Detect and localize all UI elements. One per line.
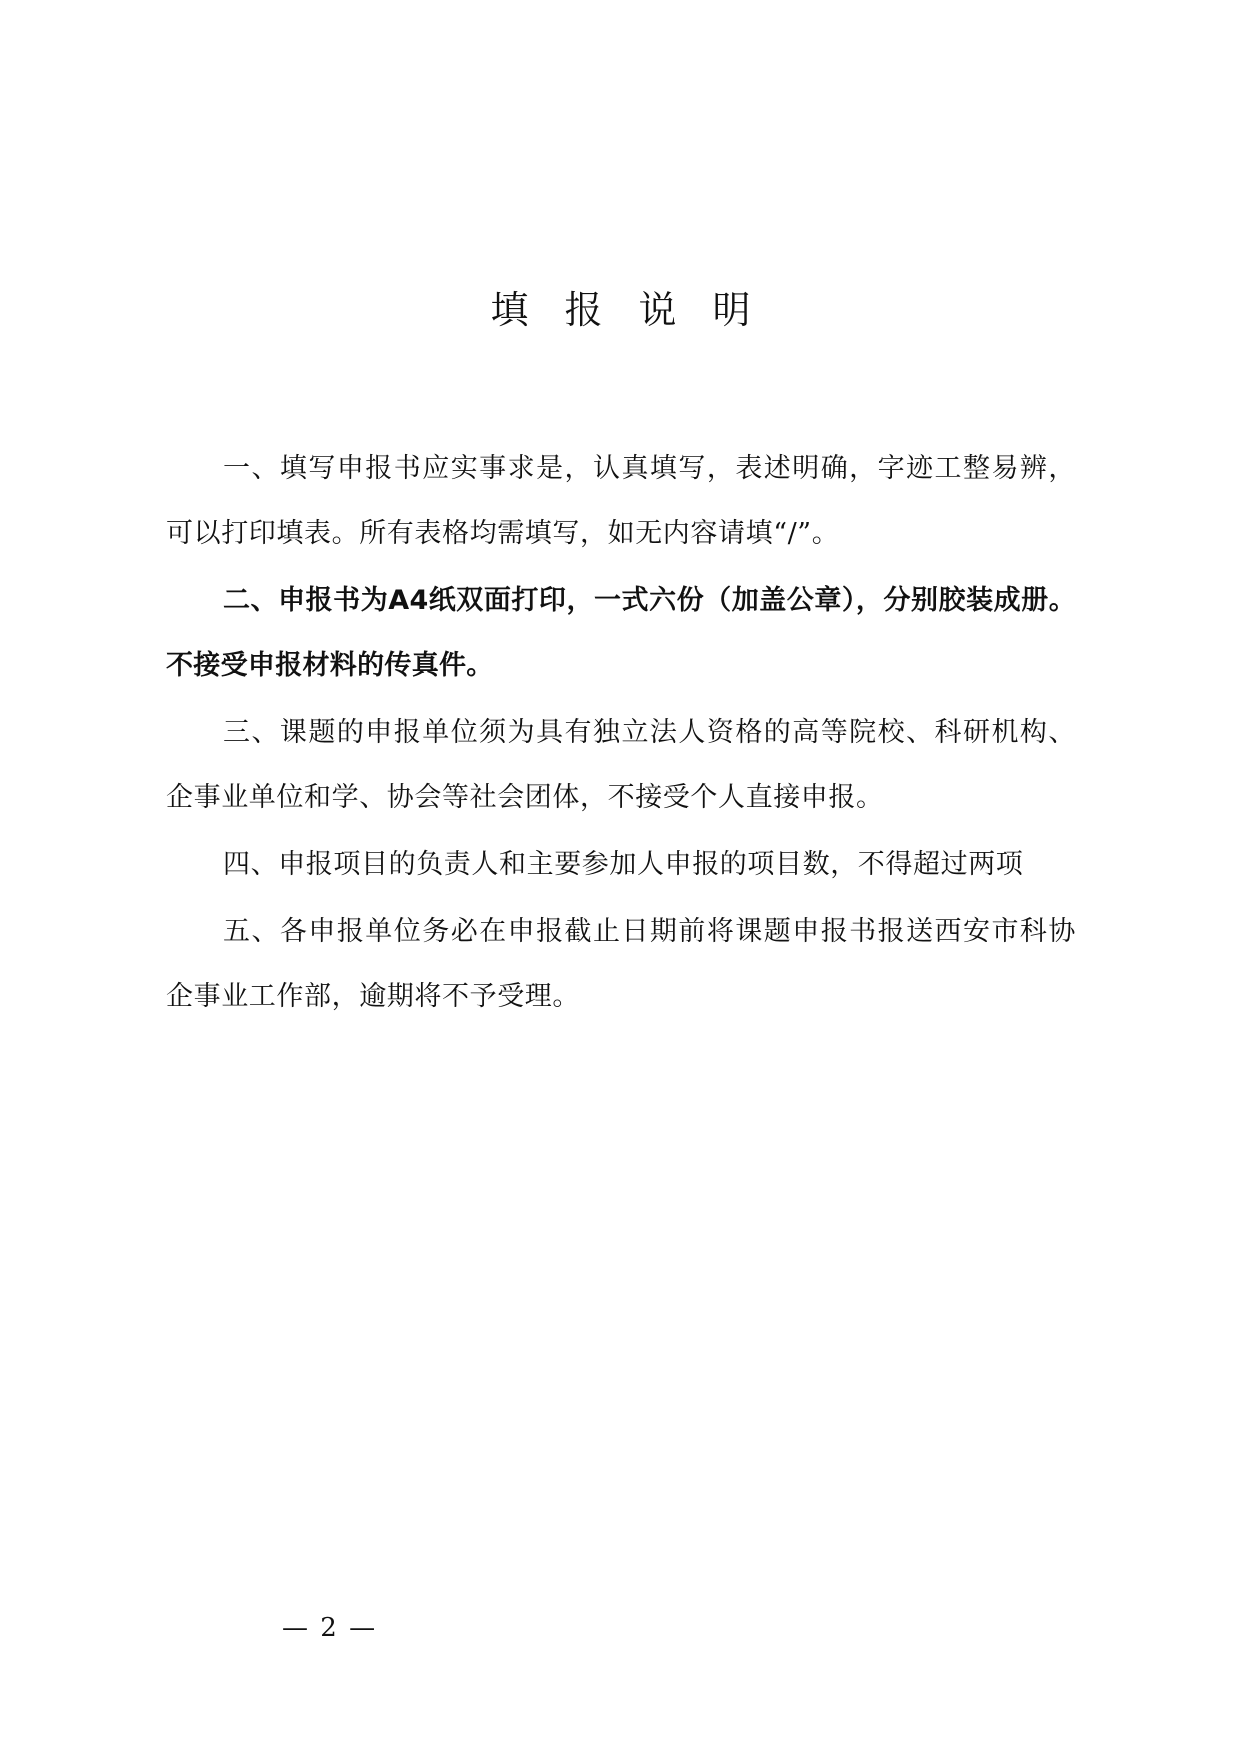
- instruction-paragraph-2: 二、申报书为A4纸双面打印，一式六份（加盖公章），分别胶装成册。不接受申报材料的传真件。: [166, 585, 1076, 681]
- instruction-paragraph-1: 一、填写申报书应实事求是，认真填写，表述明确，字迹工整易辨，可以打印填表。所有表格均需填写，如无内容请填“/”。: [166, 453, 1076, 549]
- document-title: 填报说明: [490, 288, 787, 332]
- page-number: — 2 —: [282, 1613, 378, 1643]
- instructions-body: [166, 436, 1076, 1031]
- instruction-paragraph-5: 五、各申报单位务必在申报截止日期前将课题申报书报送西安市科协企事业工作部，逾期将不予受理。: [166, 916, 1076, 1012]
- instruction-paragraph-3: 三、课题的申报单位须为具有独立法人资格的高等院校、科研机构、企事业单位和学、协会等社会团体，不接受个人直接申报。: [166, 717, 1076, 813]
- instruction-paragraph-4: 四、申报项目的负责人和主要参加人申报的项目数，不得超过两项: [223, 849, 1024, 880]
